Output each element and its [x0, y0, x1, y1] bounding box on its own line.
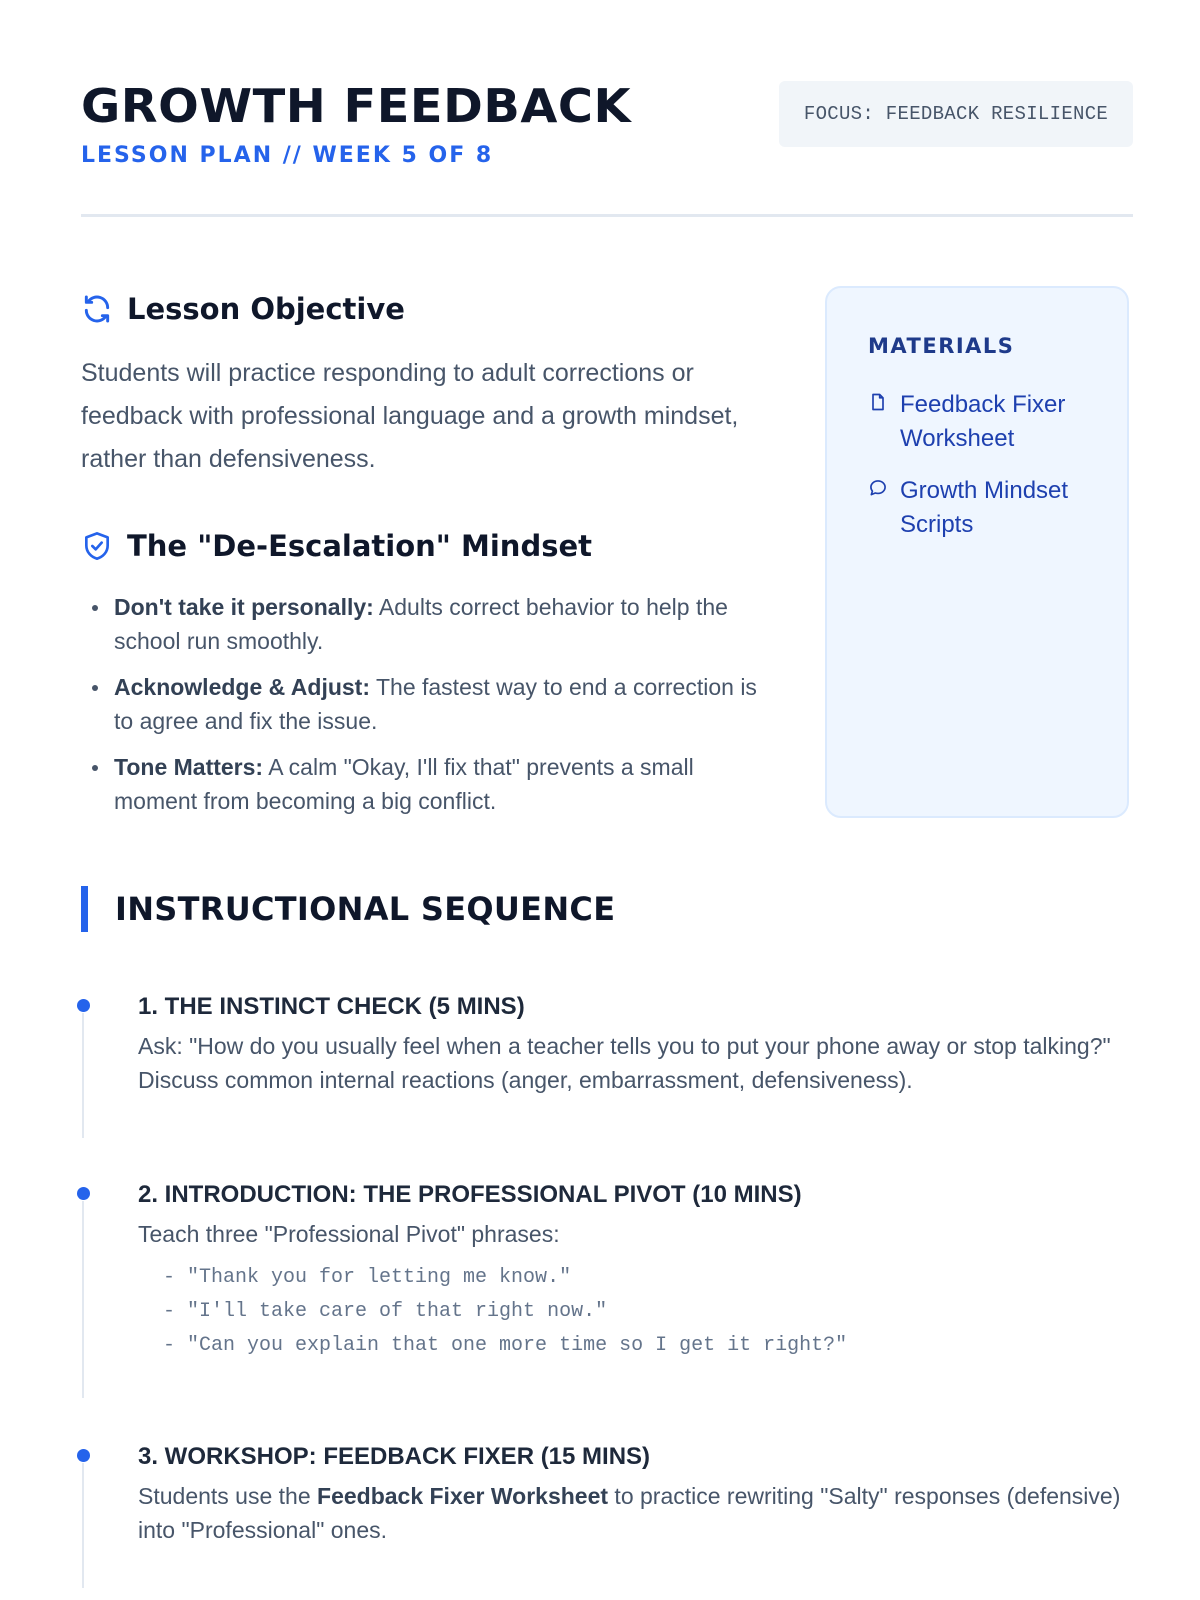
mindset-list	[114, 590, 774, 830]
list-item-text: The fastest way to end a correction is to agree and fix the issue.	[114, 674, 757, 734]
timeline-dot	[77, 1449, 90, 1462]
timeline-dot	[77, 1187, 90, 1200]
phrase-list	[163, 1261, 847, 1363]
sequence-heading	[81, 886, 615, 932]
refresh-icon	[81, 293, 113, 325]
step-title: 3. WORKSHOP: FEEDBACK FIXER (15 MINS)	[138, 1443, 651, 1470]
page-header	[81, 79, 1133, 217]
timeline-rail	[82, 1463, 84, 1588]
mindset-heading-text: The "De-Escalation" Mindset	[127, 529, 592, 563]
step-title: 2. INTRODUCTION: THE PROFESSIONAL PIVOT (10 MINS)	[138, 1181, 802, 1208]
worksheet-reference: Feedback Fixer Worksheet	[317, 1483, 609, 1509]
list-item-label: Don't take it personally:	[114, 594, 374, 620]
mindset-heading	[81, 529, 592, 563]
phrase-item: - "Can you explain that one more time so I get it right?"	[163, 1334, 848, 1357]
timeline-rail	[82, 1013, 84, 1138]
material-link-worksheet[interactable]	[868, 388, 1100, 456]
step-body-post: to practice rewriting "Salty" responses (defensive) into "Professional" ones.	[138, 1483, 1121, 1543]
document-icon	[868, 392, 888, 412]
step-body-pre: Students use the	[138, 1483, 318, 1509]
list-item	[114, 670, 774, 738]
chat-bubble-icon	[868, 478, 888, 498]
list-item-text: Adults correct behavior to help the school run smoothly.	[114, 594, 728, 654]
timeline-rail	[82, 1201, 84, 1398]
step-title: 1. THE INSTINCT CHECK (5 MINS)	[138, 993, 525, 1020]
list-item-text: A calm "Okay, I'll fix that" prevents a small moment from becoming a big conflict.	[114, 754, 694, 814]
list-item-label: Acknowledge & Adjust:	[114, 674, 370, 700]
list-item	[114, 750, 774, 818]
step-body	[138, 1479, 1148, 1547]
objective-heading-text: Lesson Objective	[127, 292, 405, 326]
objective-text: Students will practice responding to adult corrections or feedback with professional language and a growth mindset, rather than defensiveness.	[81, 359, 739, 473]
step-body: Ask: "How do you usually feel when a teacher tells you to put your phone away or stop talking?" Discuss common internal reactions (anger, embarrassment, defensiveness).	[138, 1033, 1111, 1093]
page-subtitle: LESSON PLAN // WEEK 5 OF 8	[81, 143, 494, 168]
material-label[interactable]: Growth Mindset Scripts	[900, 477, 1069, 538]
page-title: GROWTH FEEDBACK	[81, 79, 632, 133]
material-link-scripts[interactable]	[868, 474, 1100, 542]
timeline-dot	[77, 999, 90, 1012]
material-label[interactable]: Feedback Fixer Worksheet	[900, 391, 1066, 452]
list-item-label: Tone Matters:	[114, 754, 264, 780]
phrase-item: - "Thank you for letting me know."	[163, 1266, 572, 1289]
materials-panel	[825, 286, 1129, 818]
phrase-item: - "I'll take care of that right now."	[163, 1300, 608, 1323]
objective-heading	[81, 292, 405, 326]
focus-badge: FOCUS: FEEDBACK RESILIENCE	[779, 81, 1133, 147]
list-item	[114, 590, 774, 658]
step-body: Teach three "Professional Pivot" phrases:	[138, 1221, 560, 1247]
shield-check-icon	[81, 530, 113, 562]
sequence-heading-text: INSTRUCTIONAL SEQUENCE	[115, 890, 616, 928]
materials-title: MATERIALS	[868, 334, 1015, 358]
